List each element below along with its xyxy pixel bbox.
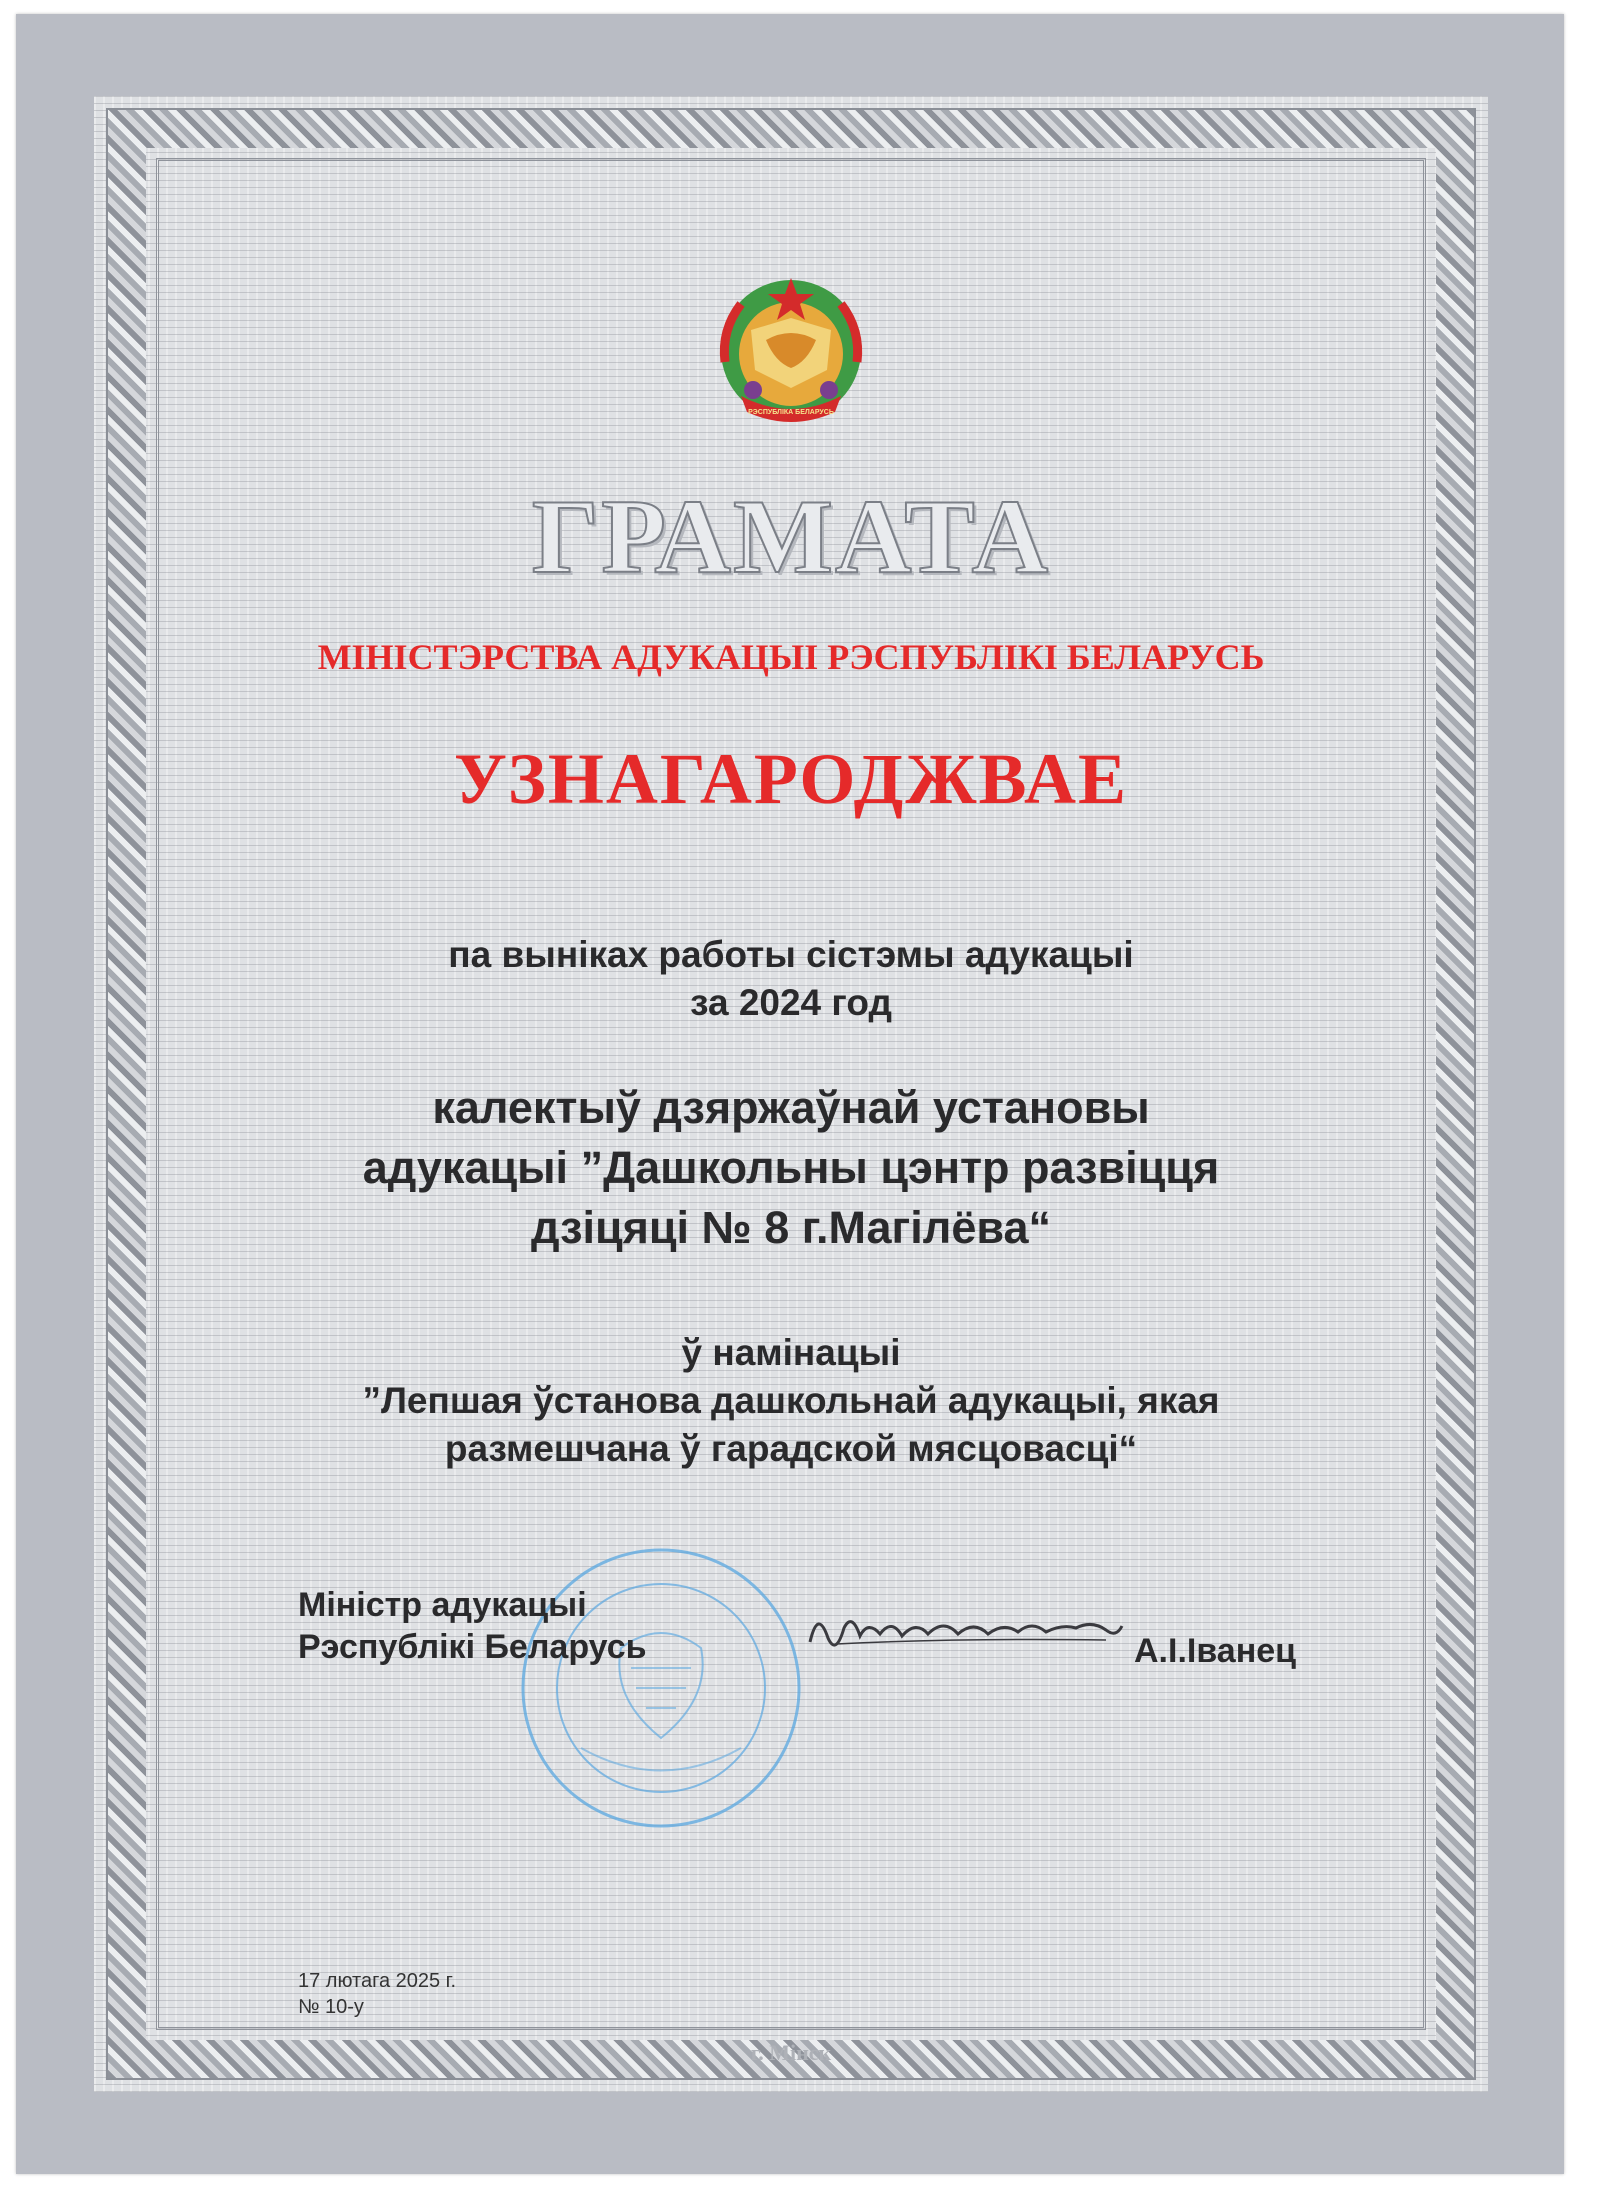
document-number: № 10-у (298, 1996, 364, 2018)
nomination-line-1: ў намінацыі (681, 1332, 901, 1373)
recipient-line-2: адукацыі ”Дашкольны цэнтр развіцця (362, 1142, 1220, 1193)
certificate-page (16, 14, 1564, 2174)
signatory-position-line-2: Рэспублікі Беларусь (298, 1628, 647, 1666)
issuer-heading: МІНІСТЭРСТВА АДУКАЦЫІ РЭСПУБЛІКІ БЕЛАРУСЬ (317, 637, 1265, 677)
emblem-ribbon-text: РЭСПУБЛІКА БЕЛАРУСЬ (748, 409, 834, 416)
handwritten-signature (806, 1598, 1126, 1658)
reason-line-1: па выніках работы сістэмы адукацыі (448, 934, 1134, 975)
signatory-name: А.І.Іванец (1134, 1632, 1297, 1670)
recipient-line-3: дзіцяці № 8 г.Магілёва“ (530, 1202, 1052, 1253)
signatory-position-line-1: Міністр адукацыі (298, 1586, 587, 1624)
nomination-line-3: размешчана ў гарадской мясцовасці“ (444, 1428, 1138, 1469)
nomination-line-2: ”Лепшая ўстанова дашкольнай адукацыі, якая (362, 1380, 1220, 1421)
certificate-title: ГРАМАТА (531, 478, 1051, 595)
recipient-line-1: калектыў дзяржаўнай установы (432, 1082, 1150, 1133)
issue-date: 17 лютага 2025 г. (298, 1970, 457, 1992)
coat-of-arms-emblem (711, 270, 871, 430)
reason-line-2: за 2024 год (690, 982, 892, 1023)
award-verb: УЗНАГАРОДЖВАЕ (453, 739, 1129, 819)
certificate-content (156, 158, 1426, 2065)
issue-city: г. Мінск (750, 2040, 832, 2065)
official-seal-stamp (511, 1538, 811, 1838)
